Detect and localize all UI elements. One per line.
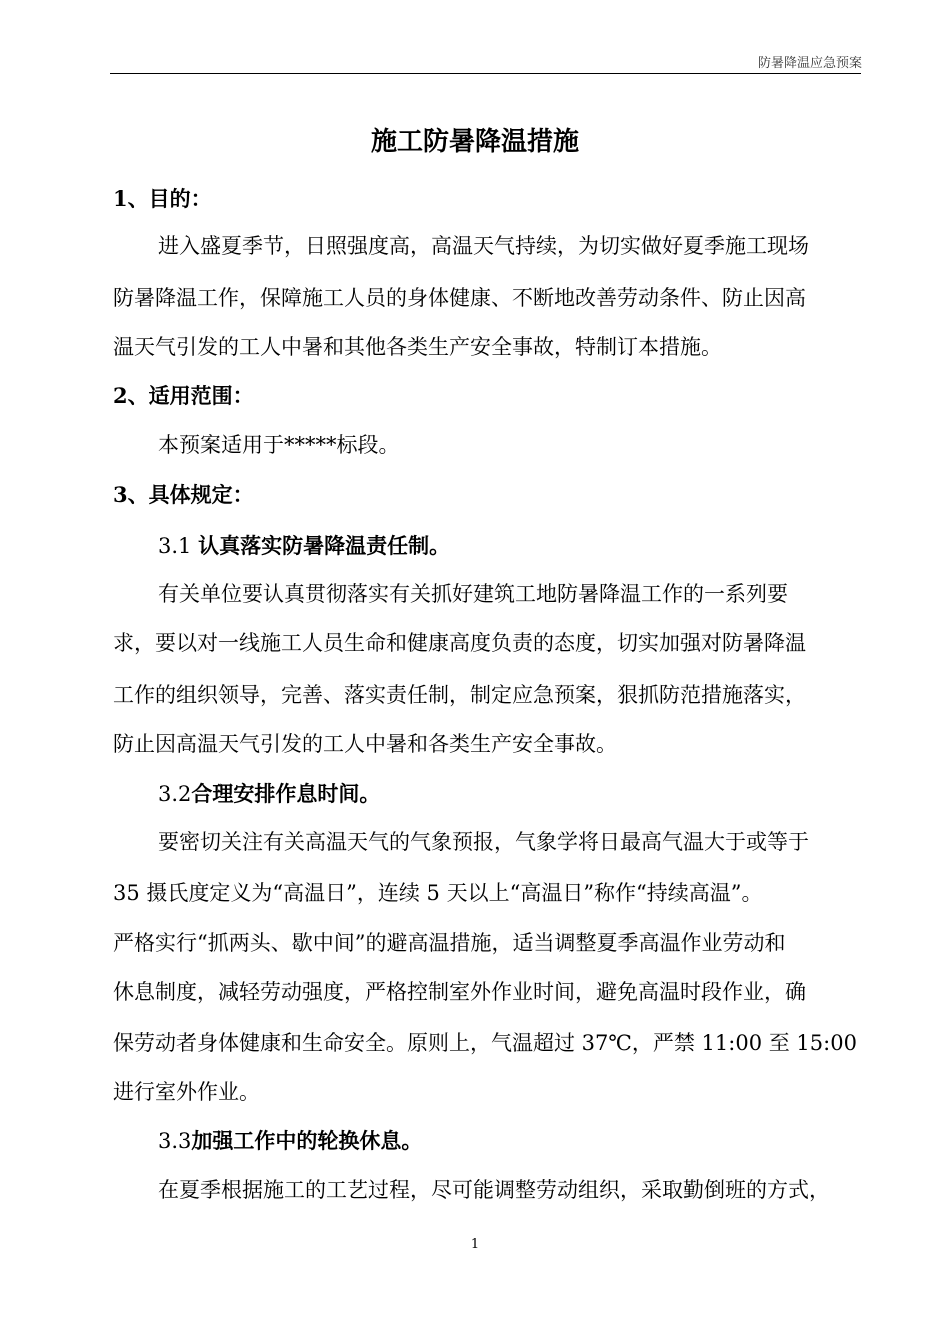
paragraph-line: 进行室外作业。 <box>113 1080 260 1104</box>
subsection-title: 认真落实防暑降温责任制。 <box>198 533 451 558</box>
paragraph-line: 在夏季根据施工的工艺过程，尽可能调整劳动组织，采取勤倒班的方式， <box>158 1178 830 1202</box>
subsection-heading <box>158 531 450 561</box>
paragraph-line: 保劳动者身体健康和生命安全。原则上，气温超过 37℃，严禁 11:00 至 15:00 <box>113 1031 857 1055</box>
paragraph-line: 防暑降温工作，保障施工人员的身体健康、不断地改善劳动条件、防止因高 <box>113 286 806 310</box>
paragraph-line: 工作的组织领导，完善、落实责任制，制定应急预案，狠抓防范措施落实， <box>113 683 806 707</box>
header-divider <box>110 73 861 74</box>
paragraph-line: 严格实行“抓两头、歇中间”的避高温措施，适当调整夏季高温作业劳动和 <box>113 931 786 955</box>
paragraph-line: 要密切关注有关高温天气的气象预报，气象学将日最高气温大于或等于 <box>158 830 809 854</box>
subsection-title: 合理安排作息时间。 <box>191 781 381 806</box>
section-heading: 1、目的： <box>113 186 212 211</box>
subsection-title: 加强工作中的轮换休息。 <box>191 1128 423 1153</box>
page-number: 1 <box>470 1237 480 1252</box>
paragraph-line: 求，要以对一线施工人员生命和健康高度负责的态度，切实加强对防暑降温 <box>113 631 806 655</box>
subsection-heading <box>158 1126 422 1156</box>
subsection-number: 3.1 <box>158 534 199 558</box>
paragraph-line: 有关单位要认真贯彻落实有关抓好建筑工地防暑降温工作的一系列要 <box>158 582 788 606</box>
paragraph-line: 进入盛夏季节，日照强度高，高温天气持续，为切实做好夏季施工现场 <box>158 234 809 258</box>
header-text: 防暑降温应急预案 <box>757 56 862 71</box>
paragraph-line: 温天气引发的工人中暑和其他各类生产安全事故，特制订本措施。 <box>113 335 722 359</box>
section-heading: 2、适用范围： <box>113 383 254 408</box>
paragraph-line: 本预案适用于*****标段。 <box>158 433 400 457</box>
paragraph-line: 休息制度，减轻劳动强度，严格控制室外作业时间，避免高温时段作业，确 <box>113 980 806 1004</box>
subsection-heading <box>158 779 380 809</box>
subsection-number: 3.3 <box>158 1129 192 1153</box>
paragraph-line: 35 摄氏度定义为“高温日”，连续 5 天以上“高温日”称作“持续高温”。 <box>113 881 763 905</box>
section-heading: 3、具体规定： <box>113 482 254 507</box>
subsection-number: 3.2 <box>158 782 192 806</box>
paragraph-line: 防止因高温天气引发的工人中暑和各类生产安全事故。 <box>113 732 617 756</box>
document-title: 施工防暑降温措施 <box>370 127 579 157</box>
